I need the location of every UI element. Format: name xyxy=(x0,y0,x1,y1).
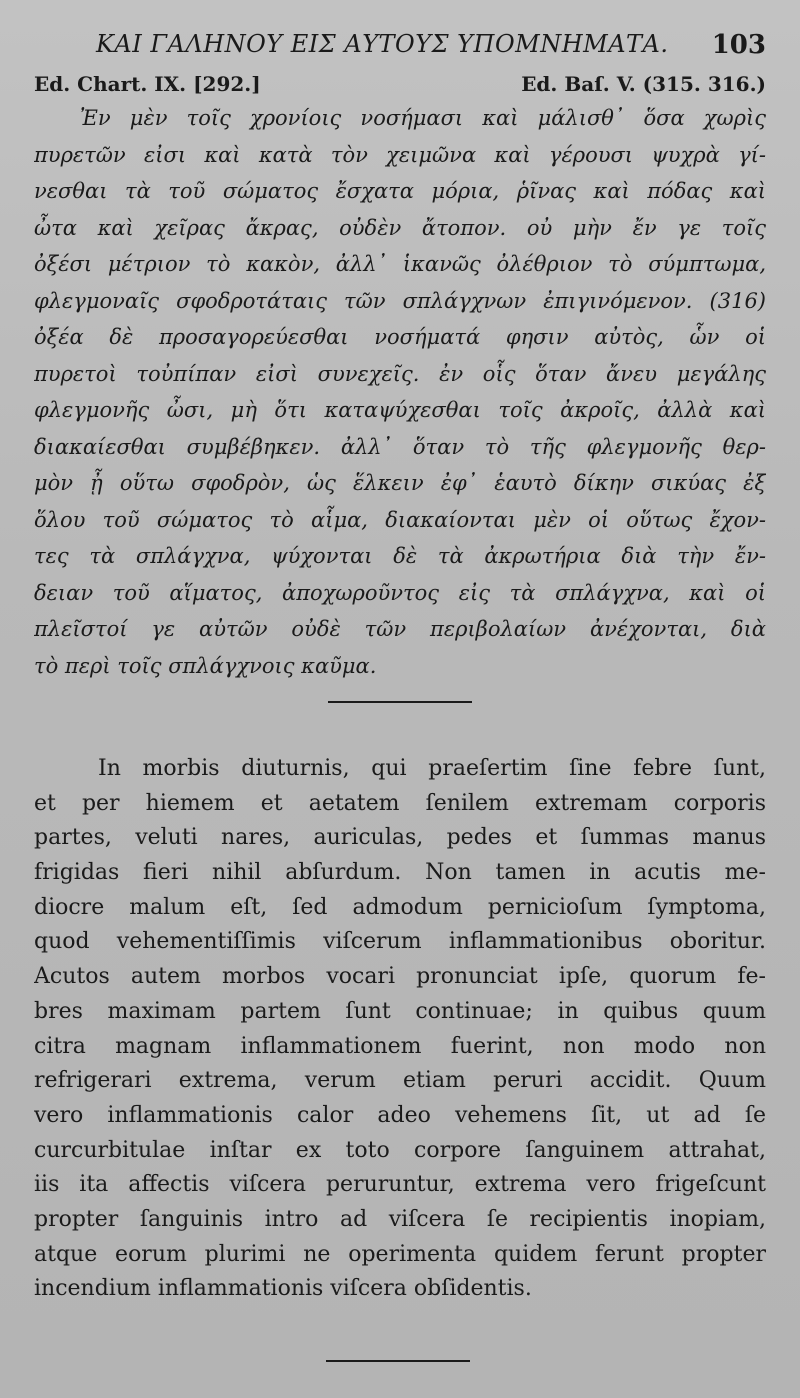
greek-line: ὀξέα δὲ προσαγορεύεσθαι νοσήματά φησιν αὐτὸς, ὧν οἱ xyxy=(34,325,766,349)
greek-line: φλεγμονῆς ὦσι, μὴ ὅτι καταψύχεσθαι τοῖς ἀκροῖς, ἀλλὰ καὶ xyxy=(34,398,766,422)
greek-line: ὅλου τοῦ σώματος τὸ αἷμα, διακαίονται μὲν οἱ οὕτως ἔχον- xyxy=(34,507,766,532)
latin-line: bres maximam partem ſunt continuae; in quibus quum xyxy=(34,998,766,1024)
latin-line: et per hiemem et aetatem ſenilem extremam corporis xyxy=(34,790,766,816)
latin-line: refrigerari extrema, verum etiam peruri accidit. Quum xyxy=(34,1068,766,1094)
page-number: 103 xyxy=(711,30,766,60)
greek-line: τὸ περὶ τοῖς σπλάγχνοις καῦμα. xyxy=(34,653,377,678)
greek-text-block xyxy=(34,100,766,684)
latin-line: quod vehementiſſimis viſcerum inflammationibus oboritur. xyxy=(34,929,766,955)
greek-line: Ἐν μὲν τοῖς χρονίοις νοσήμασι καὶ μάλισθ᾽ ὅσα χωρὶς xyxy=(80,106,766,130)
greek-line: πυρετῶν εἰσι καὶ κατὰ τὸν χειμῶνα καὶ γέρουσι ψυχρὰ γί- xyxy=(34,142,766,167)
greek-line: ὀξέσι μέτριον τὸ κακὸν, ἀλλ᾽ ἱκανῶς ὀλέθριον τὸ σύμπτωμα, xyxy=(34,252,766,276)
section-divider xyxy=(328,701,472,703)
latin-line: In morbis diuturnis, qui praeſertim ſine febre ſunt, xyxy=(98,756,766,781)
greek-line: διακαίεσθαι συμβέβηκεν. ἀλλ᾽ ὅταν τὸ τῆς φλεγμονῆς θερ- xyxy=(34,434,766,459)
greek-line: τες τὰ σπλάγχνα, ψύχονται δὲ τὰ ἀκρωτήρια διὰ τὴν ἔν- xyxy=(34,544,766,568)
latin-text-block xyxy=(34,752,766,1307)
greek-line: νεσθαι τὰ τοῦ σώματος ἔσχατα μόρια, ῥῖνας καὶ πόδας καὶ xyxy=(34,179,766,203)
latin-line: diocre malum eſt, ſed admodum pernicioſum ſymptoma, xyxy=(34,894,766,920)
greek-line: δειαν τοῦ αἵματος, ἀποχωροῦντος εἰς τὰ σπλάγχνα, καὶ οἱ xyxy=(34,580,766,605)
edition-reference-basel: Ed. Baſ. V. (315. 316.) xyxy=(521,72,766,96)
latin-line: Acutos autem morbos vocari pronunciat ipſe, quorum fe- xyxy=(34,964,766,990)
section-divider xyxy=(326,1360,470,1362)
greek-line: ὦτα καὶ χεῖρας ἄκρας, οὐδὲν ἄτοπον. οὐ μὴν ἔν γε τοῖς xyxy=(34,215,766,240)
latin-line: frigidas fieri nihil abſurdum. Non tamen in acutis me- xyxy=(34,860,766,886)
latin-line: partes, veluti nares, auriculas, pedes et ſummas manus xyxy=(34,825,766,851)
latin-line: incendium inflammationis viſcera obſidentis. xyxy=(34,1276,532,1302)
latin-line: propter ſanguinis intro ad viſcera ſe recipientis inopiam, xyxy=(34,1206,766,1232)
latin-line: vero inflammationis calor adeo vehemens ſit, ut ad ſe xyxy=(34,1102,766,1128)
greek-line: φλεγμοναῖς σφοδροτάταις τῶν σπλάγχνων ἐπιγινόμενον. (316) xyxy=(34,288,766,313)
greek-line: πυρετοὶ τοὐπίπαν εἰσὶ συνεχεῖς. ἐν οἷς ὅταν ἄνευ μεγάλης xyxy=(34,361,766,386)
latin-line: curcurbitulae inſtar ex toto corpore ſanguinem attrahat, xyxy=(34,1137,766,1163)
edition-reference-chartier: Ed. Chart. IX. [292.] xyxy=(34,72,261,96)
greek-line: πλεῖστοί γε αὐτῶν οὐδὲ τῶν περιβολαίων ἀνέχονται, διὰ xyxy=(34,617,766,641)
latin-line: iis ita affectis viſcera peruruntur, extrema vero frigeſcunt xyxy=(34,1172,766,1198)
running-title: ΚΑΙ ΓΑΛΗΝΟΥ ΕΙΣ ΑΥΤΟΥΣ ΥΠΟΜΝΗΜΑΤΑ. xyxy=(96,30,669,58)
greek-line: μὸν ᾖ οὕτω σφοδρὸν, ὡς ἕλκειν ἐφ᾽ ἑαυτὸ δίκην σικύας ἐξ xyxy=(34,471,766,495)
latin-line: atque eorum plurimi ne operimenta quidem ferunt propter xyxy=(34,1241,766,1267)
latin-line: citra magnam inflammationem fuerint, non modo non xyxy=(34,1033,766,1059)
